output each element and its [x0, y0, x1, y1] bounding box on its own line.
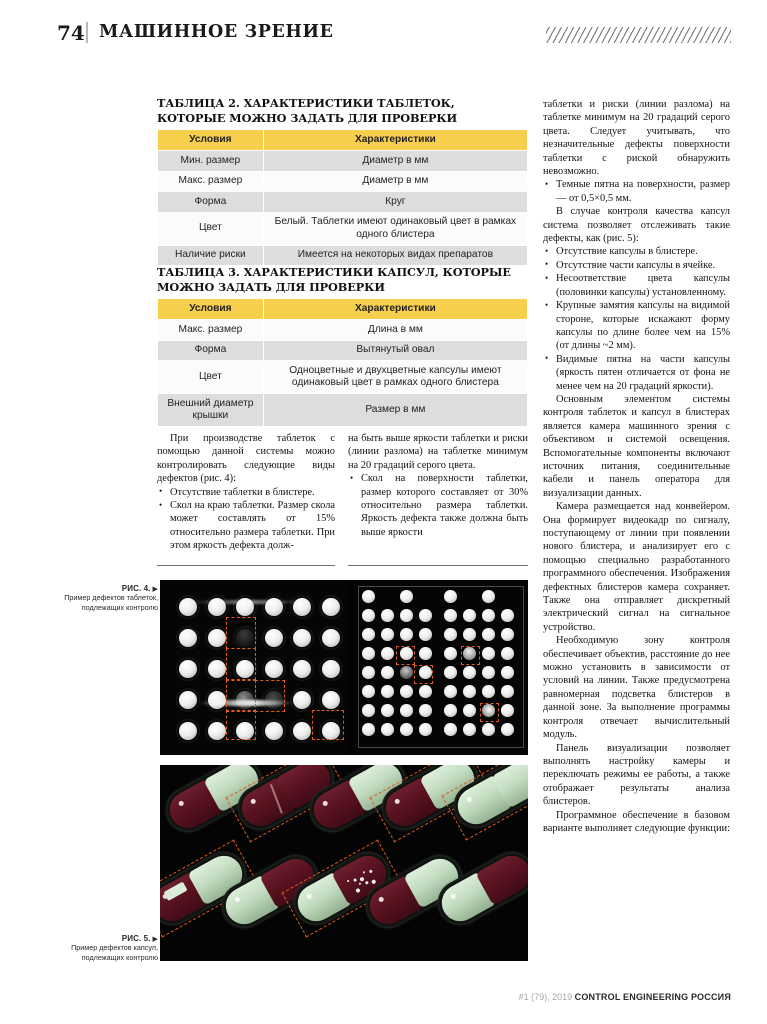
defect-annotation-box — [461, 646, 480, 665]
tablet — [362, 609, 375, 622]
paragraph: В случае контроля качества капсул система позволяет отслеживать такие дефекты, как (рис. 5): — [543, 206, 730, 245]
table2-header-row — [158, 130, 528, 151]
tablet — [501, 666, 514, 679]
tablet — [293, 722, 311, 740]
table2-cell-condition: Наличие риски — [158, 245, 264, 266]
figure5-caption-text: Пример дефектов капсул, подлежащих контролю — [71, 943, 158, 962]
defect-annotation-box — [480, 703, 499, 722]
tablet — [362, 590, 375, 603]
tablet — [179, 691, 197, 709]
table3-col-condition: Условия — [158, 299, 264, 320]
table3-cell-characteristic: Вытянутый овал — [263, 340, 527, 361]
column-rule — [348, 565, 528, 566]
tablet — [501, 609, 514, 622]
list-item: • Отсутствие капсулы в блистере. — [543, 245, 730, 258]
tablet — [381, 628, 394, 641]
tablet — [482, 590, 495, 603]
tablet — [400, 704, 413, 717]
tablet — [400, 685, 413, 698]
tablet — [482, 723, 495, 736]
tablet — [463, 723, 476, 736]
paragraph: Необходимую зону контроля обеспечивает объектив, расстояние до нее можно установить в зависимости от условий на линии. Также предусмотрена равномерная подсветка блистеров в данной зоне. За выполнение программы контроля отвечает вычислительный модуль. — [543, 635, 730, 741]
tablet — [293, 629, 311, 647]
figure4-label: РИС. 4. — [121, 584, 151, 593]
header-divider — [86, 22, 88, 43]
figure5-label: РИС. 5. — [121, 934, 151, 943]
tablet — [419, 609, 432, 622]
tablet — [362, 647, 375, 660]
tablet — [381, 647, 394, 660]
table3 — [157, 298, 528, 427]
tablet — [463, 685, 476, 698]
figure5-caption — [38, 934, 158, 962]
paragraph: Камера размещается над конвейером. Она формирует видеокадр по сигналу, поступающему от линии при появлении нового блистера, и анализирует его с помощью специально разработанного программного обеспечения. Изображения дефектных блистеров камера сохраняет. Также она отправляет дискретный электрический сигнал на сигнальное устройство. — [543, 501, 730, 633]
defect-annotation-box — [396, 646, 415, 665]
table2-title: ТАБЛИЦА 2. ХАРАКТЕРИСТИКИ ТАБЛЕТОК, КОТОРЫЕ МОЖНО ЗАДАТЬ ДЛЯ ПРОВЕРКИ — [157, 96, 458, 125]
arrow-right-icon: ▶ — [152, 584, 158, 593]
tablet — [501, 685, 514, 698]
page-footer — [519, 992, 731, 1002]
tablet — [444, 666, 457, 679]
tablet — [419, 685, 432, 698]
tablet — [381, 723, 394, 736]
list-item: • Отсутствие части капсулы в ячейке. — [543, 259, 730, 272]
figure4-panel-left — [160, 580, 348, 755]
list-item: • Скол на краю таблетки. Размер скола может составлять от 15% относительно размера таблетки. При этом яркость дефекта долж- — [157, 499, 335, 553]
tablet — [501, 628, 514, 641]
bullet-list-tablets — [543, 178, 730, 205]
defect-annotation-box — [414, 665, 433, 684]
tablet — [444, 609, 457, 622]
tablet — [293, 660, 311, 678]
tablet — [444, 628, 457, 641]
table-row — [158, 340, 528, 361]
tablet — [501, 647, 514, 660]
tablet — [419, 704, 432, 717]
tablet — [400, 666, 413, 679]
table-row — [158, 212, 528, 245]
figure4-caption — [38, 584, 158, 612]
tablet — [322, 691, 340, 709]
paragraph: Основным элементом системы контроля таблеток и капсул в блистерах является камера машинного зрения с объективом и системой освещения. Вспомогательные компоненты включают источник питания, соединительные кабели и панель оператора для визуализации данных. — [543, 393, 730, 499]
section-title: МАШИННОЕ ЗРЕНИЕ — [99, 22, 334, 42]
table2-cell-condition: Макс. размер — [158, 171, 264, 192]
body-column-middle — [348, 432, 528, 539]
footer-brand: CONTROL ENGINEERING РОССИЯ — [574, 992, 731, 1002]
table2-cell-characteristic: Белый. Таблетки имеют одинаковый цвет в рамках одного блистера — [263, 212, 527, 245]
defect-annotation-box — [226, 648, 256, 680]
paragraph: таблетки и риски (линии разлома) на таблетке минимум на 20 градаций серого цвета. Следует учитывать, что незначительные дефекты поверхности таблетки с риской обнаружить невозможно. — [543, 99, 730, 178]
defect-annotation-box — [226, 617, 256, 649]
table-row — [158, 151, 528, 172]
tablet — [362, 685, 375, 698]
table-row — [158, 245, 528, 266]
tablet — [179, 629, 197, 647]
paragraph: на быть выше яркости таблетки и риски (линии разлома) на таблетке минимум на 20 градаций серого цвета. — [348, 433, 528, 471]
table3-cell-characteristic: Одноцветные и двухцветные капсулы имеют одинаковый цвет в рамках одного блистера — [263, 361, 527, 394]
diagonal-hatch-ornament-icon — [546, 27, 731, 43]
table2-cell-characteristic: Диаметр в мм — [263, 151, 527, 172]
tablet — [482, 628, 495, 641]
tablet — [293, 691, 311, 709]
table3-header-row — [158, 299, 528, 320]
tablet — [419, 723, 432, 736]
table-row — [158, 320, 528, 341]
table2-cell-characteristic: Имеется на некоторых видах препаратов — [263, 245, 527, 266]
table-row — [158, 361, 528, 394]
list-item: • Скол на поверхности таблетки, размер которого составляет от 30% относительно размера таблетки. Яркость дефекта также должна быть выше яркости — [348, 472, 528, 539]
tablet — [265, 722, 283, 740]
bullet-list — [348, 472, 528, 539]
tablet — [400, 723, 413, 736]
tablet — [444, 704, 457, 717]
arrow-right-icon: ▶ — [152, 934, 158, 943]
tablet — [322, 660, 340, 678]
tablet — [179, 660, 197, 678]
tablet — [208, 660, 226, 678]
tablet — [322, 598, 340, 616]
table2 — [157, 129, 528, 266]
tablet — [463, 609, 476, 622]
tablet — [463, 704, 476, 717]
tablet — [463, 628, 476, 641]
tablet — [400, 628, 413, 641]
paragraph: Панель визуализации позволяет выполнять настройку камеры и переключать режимы ее работы, а также отображает результаты анализа блистеров. — [543, 742, 730, 808]
bullet-list — [157, 486, 335, 553]
table3-cell-condition: Внешний диаметр крышки — [158, 394, 264, 427]
list-item: • Отсутствие таблетки в блистере. — [157, 486, 335, 499]
defect-annotation-box — [255, 680, 285, 712]
list-item: • Темные пятна на поверхности, размер — от 0,5×0,5 мм. — [543, 178, 730, 205]
defect-annotation-box — [312, 710, 344, 740]
tablet — [208, 629, 226, 647]
tablet — [482, 609, 495, 622]
footer-issue: #1 (79), 2019 — [518, 992, 573, 1002]
tablet — [179, 722, 197, 740]
tablet — [482, 666, 495, 679]
tablet — [501, 723, 514, 736]
table3-title: ТАБЛИЦА 3. ХАРАКТЕРИСТИКИ КАПСУЛ, КОТОРЫЕ МОЖНО ЗАДАТЬ ДЛЯ ПРОВЕРКИ — [157, 265, 511, 294]
tablet — [400, 590, 413, 603]
tablet — [362, 628, 375, 641]
tablet — [381, 666, 394, 679]
table2-cell-condition: Мин. размер — [158, 151, 264, 172]
defect-annotation-box — [226, 710, 256, 740]
body-column-right — [543, 98, 730, 835]
figure5-image — [160, 765, 528, 961]
tablet — [482, 647, 495, 660]
tablet — [362, 723, 375, 736]
tablet — [419, 628, 432, 641]
tablet — [362, 666, 375, 679]
tablet — [322, 629, 340, 647]
tablet — [482, 685, 495, 698]
table-row — [158, 394, 528, 427]
table3-col-characteristic: Характеристики — [263, 299, 527, 320]
tablet — [362, 704, 375, 717]
defect-annotation-box — [226, 680, 256, 712]
tablet — [501, 704, 514, 717]
bullet-list-capsules — [543, 245, 730, 392]
list-item: • Видимые пятна на части капсулы (яркость пятен отличается от фона не менее чем на 20 градаций яркости). — [543, 353, 730, 393]
table2-col-characteristic: Характеристики — [263, 130, 527, 151]
tablet — [381, 609, 394, 622]
tablet — [265, 629, 283, 647]
table-row — [158, 171, 528, 192]
tablet — [444, 647, 457, 660]
column-rule — [157, 565, 335, 566]
tablet — [419, 647, 432, 660]
list-item: • Несоответствие цвета капсулы (половинки капсулы) установленному. — [543, 272, 730, 299]
figure4-image — [160, 580, 528, 755]
page-number: 74 — [57, 21, 85, 45]
body-column-left — [157, 432, 335, 553]
paragraph: Программное обеспечение в базовом варианте выполняет следующие функции: — [543, 809, 730, 834]
tablet — [444, 723, 457, 736]
table3-cell-characteristic: Размер в мм — [263, 394, 527, 427]
list-item: • Крупные замятия капсулы на видимой стороне, которые искажают форму капсулы по длине более чем на 15% (от длины ~2 мм). — [543, 299, 730, 353]
page-header — [0, 0, 767, 70]
tablet — [463, 666, 476, 679]
table2-col-condition: Условия — [158, 130, 264, 151]
figure4-caption-text: Пример дефектов таблеток, подлежащих контролю — [64, 593, 158, 612]
specular-highlight — [186, 600, 306, 604]
table3-cell-characteristic: Длина в мм — [263, 320, 527, 341]
table-row — [158, 192, 528, 213]
table3-cell-condition: Цвет — [158, 361, 264, 394]
tablet — [444, 590, 457, 603]
table2-cell-condition: Форма — [158, 192, 264, 213]
tablet — [381, 685, 394, 698]
paragraph: При производстве таблеток с помощью данной системы можно контролировать следующие виды дефектов (рис. 4): — [157, 433, 335, 485]
table3-cell-condition: Макс. размер — [158, 320, 264, 341]
tablet — [381, 704, 394, 717]
tablet — [400, 609, 413, 622]
tablet — [208, 722, 226, 740]
table2-cell-characteristic: Круг — [263, 192, 527, 213]
tablet — [444, 685, 457, 698]
table3-cell-condition: Форма — [158, 340, 264, 361]
figure4-panel-right — [354, 580, 528, 755]
table2-cell-characteristic: Диаметр в мм — [263, 171, 527, 192]
tablet — [265, 660, 283, 678]
table2-cell-condition: Цвет — [158, 212, 264, 245]
